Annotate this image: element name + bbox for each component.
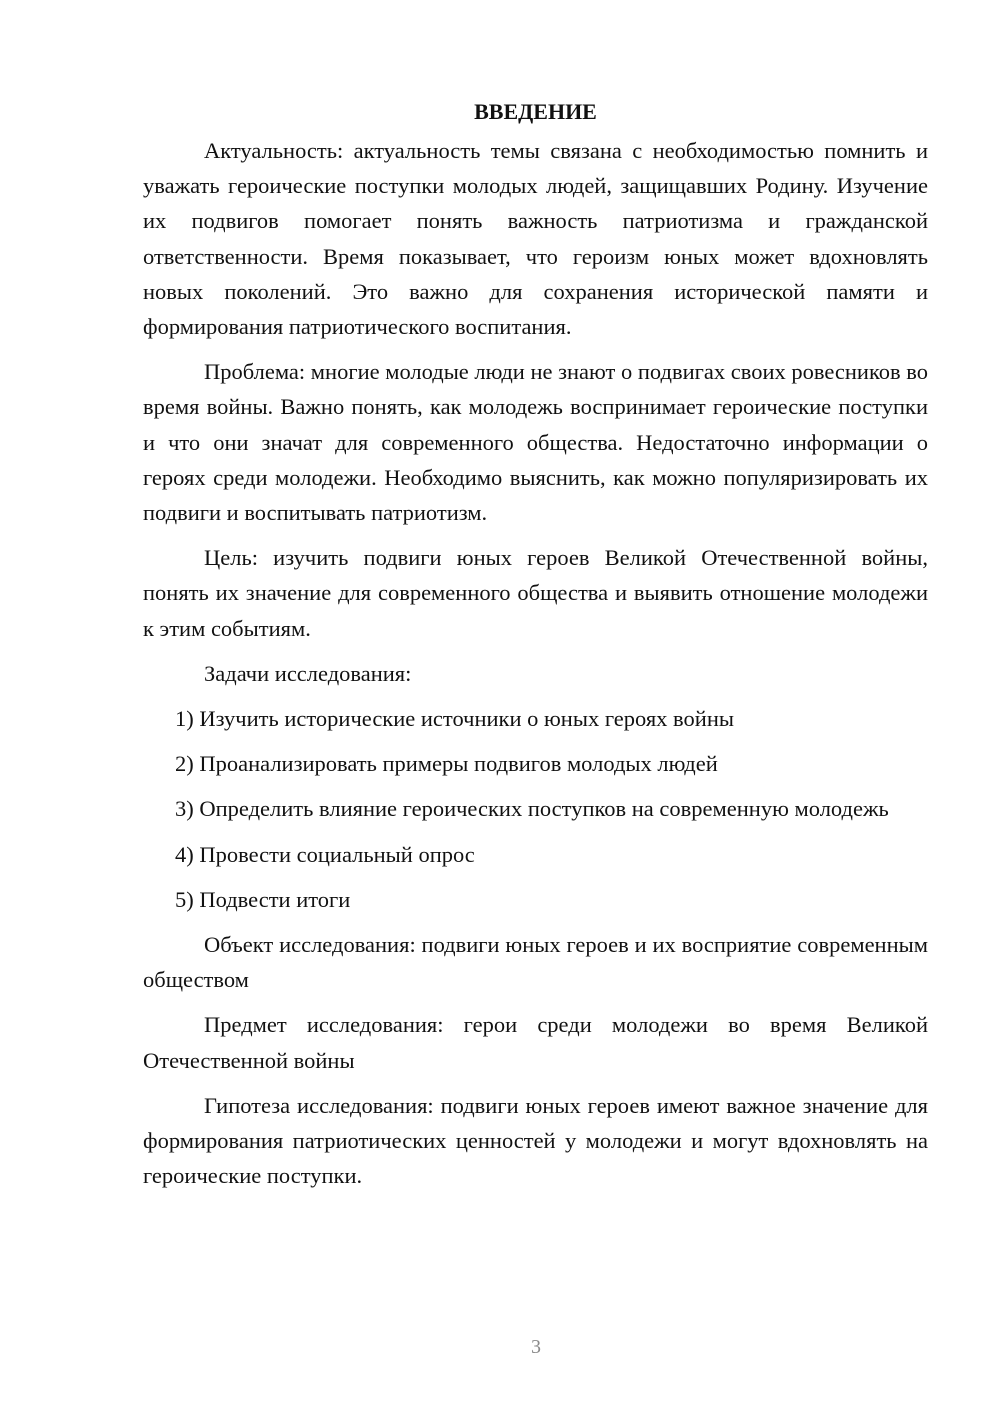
task-item-3: 3) Определить влияние героических поступков на современную молодежь: [175, 796, 889, 822]
page-title: ВВЕДЕНИЕ: [474, 99, 597, 124]
paragraph-hypothesis: Гипотеза исследования: подвиги юных героев имеют важное значение для формирования патриотических ценностей у молодежи и могут вдохновлять на героические поступки.: [143, 1092, 928, 1189]
document-page: [143, 94, 928, 1203]
paragraph-goal: Цель: изучить подвиги юных героев Великой Отечественной войны, понять их значение для современного общества и выявить отношение молодежи к этим событиям.: [143, 545, 928, 641]
paragraph-object: Объект исследования: подвиги юных героев и их восприятие современным обществом: [143, 932, 928, 993]
task-item-4: 4) Провести социальный опрос: [175, 841, 475, 867]
paragraph-relevance: Актуальность: актуальность темы связана с необходимостью помнить и уважать героические поступки молодых людей, защищавших Родину. Изучение их подвигов помогает понять важность патриотизма и гражданской ответственности. Время показывает, что героизм юных может вдохновлять новых поколений. Это важно для сохранения исторической памяти и формирования патриотического воспитания.: [143, 138, 928, 340]
paragraph-problem: Проблема: многие молодые люди не знают о подвигах своих ровесников во время войны. Важно понять, как молодежь воспринимает героические поступки и что они значат для современного общества. Недостаточно информации о героях среди молодежи. Необходимо выяснить, как можно популяризировать их подвиги и воспитывать патриотизм.: [143, 359, 928, 526]
tasks-title: Задачи исследования:: [204, 660, 412, 686]
page-number: 3: [531, 1336, 541, 1358]
paragraph-subject: Предмет исследования: герои среди молодежи во время Великой Отечественной войны: [143, 1012, 928, 1073]
task-item-1: 1) Изучить исторические источники о юных героях войны: [175, 706, 734, 732]
task-item-5: 5) Подвести итоги: [175, 886, 351, 912]
task-item-2: 2) Проанализировать примеры подвигов молодых людей: [175, 751, 718, 777]
